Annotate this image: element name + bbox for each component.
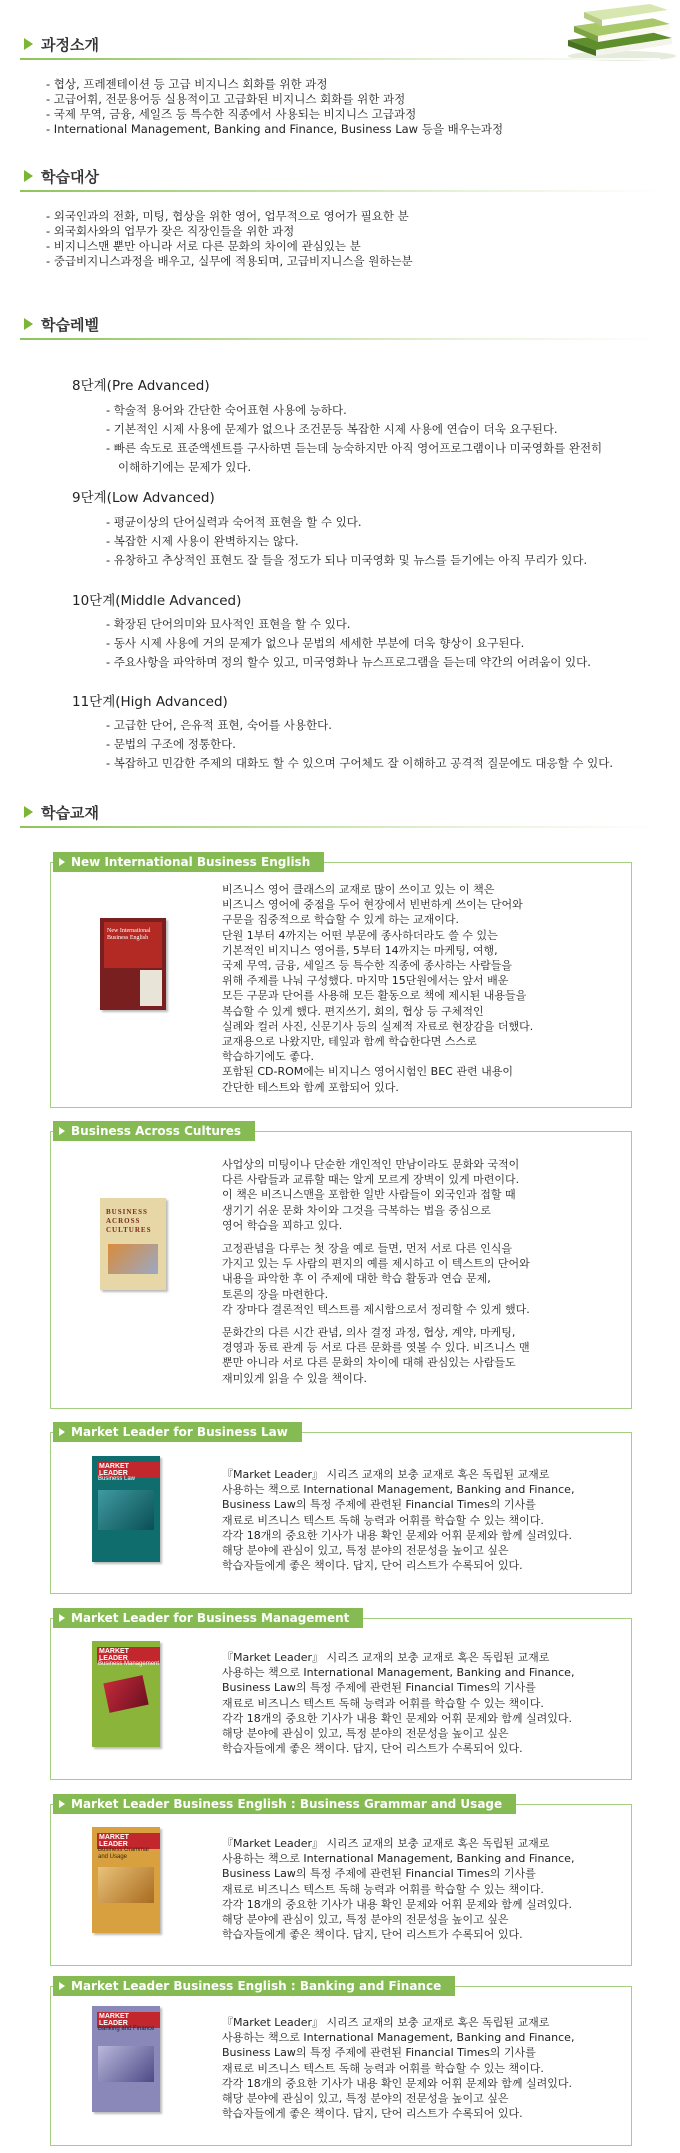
level-item: 이해하기에는 문제가 있다. xyxy=(118,460,252,474)
book-description: 사업상의 미팅이나 단순한 개인적인 만남이라도 문화와 국적이 다른 사람들과 교류할 때는 알게 모르게 장벽이 있게 마련이다. 이 책은 비즈니스맨을 포함한 일반 사람들이 외국인과 접할 때 생기기 쉬운 문화 차이와 그것을 극복하는 법을 중심으로 영어 학습을 꾀하고 있다. 고정관념을 다루는 첫 장을 예로 들면, 먼저 서로 다른 인식을 가지고 있는 두 사람의 편지의 예를 제시하고 이 텍스트의 단어와 내용을 파악한 후 이 주제에 대한 학습 활동과 연습 문제, 토론의 장을 마련한다. 각 장마다 결론적인 텍스트를 제시함으로서 정리할 수 있게 했다. 문화간의 다른 시간 관념, 의사 결정 과정, 협상, 계약, 마케팅, 경영과 동료 관계 등 서로 다른 문화를 엿볼 수 있다. 비즈니스 맨 뿐만 아니라 서로 다른 문화의 차이에 대해 관심있는 사람들도 재미있게 읽을 수 있을 책이다. xyxy=(222,1158,530,1385)
section-title-overview: 과정소개 xyxy=(24,32,99,56)
level-item: - 동사 시제 사용에 거의 문제가 없으나 문법의 세세한 부분에 더욱 향상이 요구된다. xyxy=(106,636,525,650)
section-divider xyxy=(20,190,660,192)
level-item: - 고급한 단어, 은유적 표현, 숙어를 사용한다. xyxy=(106,718,332,732)
book-description: 『Market Leader』 시리즈 교재의 보충 교재로 혹은 독립된 교재로 사용하는 책으로 International Management, Banking and Finance, Business Law의 특정 주제에 관련된 Financial Times의 기사를 재료로 비즈니스 텍스트 독해 능력과 어휘를 학습할 수 있는 책이다. 각각 18개의 중요한 기사가 내용 확인 문제와 어휘 문제와 함께 실려있다. 해당 분야에 관심이 있고, 특정 분야의 전문성을 높이고 싶은 학습자들에게 좋은 책이다. 답지, 단어 리스트가 수록되어 있다. xyxy=(222,1468,575,1573)
book-cover-image: BUSINESS ACROSS CULTURES xyxy=(100,1198,166,1290)
list-item: - 협상, 프레젠테이션 등 고급 비지니스 회화를 위한 과정 xyxy=(46,77,328,91)
level-item: - 기본적인 시제 사용에 문제가 없으나 조건문등 복잡한 시제 사용에 연습이 더욱 요구된다. xyxy=(106,422,558,436)
section-title-levels: 학습레벨 xyxy=(24,312,99,336)
arrow-icon xyxy=(24,38,33,50)
level-title: 9단계(Low Advanced) xyxy=(72,490,215,506)
level-item: - 문법의 구조에 정통한다. xyxy=(106,737,236,751)
list-item: - International Management, Banking and Finance, Business Law 등을 배우는과정 xyxy=(46,122,504,136)
books-decoration xyxy=(560,0,678,62)
section-divider xyxy=(20,338,660,340)
level-item: - 학술적 용어와 간단한 숙어표현 사용에 능하다. xyxy=(106,403,347,417)
book-title: Market Leader for Business Management xyxy=(53,1608,363,1628)
book-description: 『Market Leader』 시리즈 교재의 보충 교재로 혹은 독립된 교재로 사용하는 책으로 International Management, Banking and Finance, Business Law의 특정 주제에 관련된 Financial Times의 기사를 재료로 비즈니스 텍스트 독해 능력과 어휘를 학습할 수 있는 책이다. 각각 18개의 중요한 기사가 내용 확인 문제와 어휘 문제와 함께 실려있다. 해당 분야에 관심이 있고, 특정 분야의 전문성을 높이고 싶은 학습자들에게 좋은 책이다. 답지, 단어 리스트가 수록되어 있다. xyxy=(222,1837,575,1942)
list-item: - 중급비지니스과정을 배우고, 실무에 적용되며, 고급비지니스을 원하는분 xyxy=(46,254,413,268)
section-divider xyxy=(20,826,660,828)
level-item: - 복잡한 시제 사용이 완벽하지는 않다. xyxy=(106,534,299,548)
book-description: 『Market Leader』 시리즈 교재의 보충 교재로 혹은 독립된 교재로 사용하는 책으로 International Management, Banking and Finance, Business Law의 특정 주제에 관련된 Financial Times의 기사를 재료로 비즈니스 텍스트 독해 능력과 어휘를 학습할 수 있는 책이다. 각각 18개의 중요한 기사가 내용 확인 문제와 어휘 문제와 함께 실려있다. 해당 분야에 관심이 있고, 특정 분야의 전문성을 높이고 싶은 학습자들에게 좋은 책이다. 답지, 단어 리스트가 수록되어 있다. xyxy=(222,2016,575,2121)
arrow-icon xyxy=(59,1127,65,1135)
arrow-icon xyxy=(24,170,33,182)
book-description: 『Market Leader』 시리즈 교재의 보충 교재로 혹은 독립된 교재로 사용하는 책으로 International Management, Banking and Finance, Business Law의 특정 주제에 관련된 Financial Times의 기사를 재료로 비즈니스 텍스트 독해 능력과 어휘를 학습할 수 있는 책이다. 각각 18개의 중요한 기사가 내용 확인 문제와 어휘 문제와 함께 실려있다. 해당 분야에 관심이 있고, 특정 분야의 전문성을 높이고 싶은 학습자들에게 좋은 책이다. 답지, 단어 리스트가 수록되어 있다. xyxy=(222,1651,575,1756)
level-item: - 평균이상의 단어실력과 숙어적 표현을 할 수 있다. xyxy=(106,515,362,529)
book-description: 비즈니스 영어 클래스의 교재로 많이 쓰이고 있는 이 책은 비즈니스 영어에 중점을 두어 현장에서 빈번하게 쓰이는 단어와 구문을 집중적으로 학습할 수 있게 하는 교재이다. 단원 1부터 4까지는 어떤 부문에 종사하더라도 쓸 수 있는 기본적인 비지니스 영어를, 5부터 14까지는 마케팅, 여행, 국제 무역, 금융, 세일즈 등 특수한 직종에 종사하는 사람들을 위해 주제를 나눠 구성했다. 마지막 15단원에서는 앞서 배운 모든 구문과 단어를 사용해 모든 활동으로 책에 제시된 내용들을 복습할 수 있게 했다. 편지쓰기, 회의, 협상 등 구체적인 실례와 컬러 사진, 신문기사 등의 실제적 자료로 현장감을 더했다. 교재용으로 나왔지만, 테잎과 함께 학습한다면 스스로 학습하기에도 좋다. 포함된 CD-ROM에는 비지니스 영어시험인 BEC 관련 내용이 간단한 테스트와 함께 포함되어 있다. xyxy=(222,883,534,1094)
arrow-icon xyxy=(59,858,65,866)
list-item: - 비지니스맨 뿐만 아니라 서로 다른 문화의 차이에 관심있는 분 xyxy=(46,239,361,253)
arrow-icon xyxy=(24,806,33,818)
list-item: - 외국회사와의 업무가 잦은 직장인들을 위한 과정 xyxy=(46,224,295,238)
section-title-target: 학습대상 xyxy=(24,164,99,188)
arrow-icon xyxy=(59,1428,65,1436)
book-cover-image: MARKET LEADER Business Law xyxy=(92,1456,160,1562)
book-cover-image: New International Business English xyxy=(100,918,166,1010)
book-cover-image: MARKET LEADER Business Grammar and Usage xyxy=(92,1827,160,1933)
section-divider xyxy=(20,58,660,60)
arrow-icon xyxy=(59,1614,65,1622)
list-item: - 고급어휘, 전문용어등 실용적이고 고급화된 비지니스 회화를 위한 과정 xyxy=(46,92,406,106)
level-title: 11단계(High Advanced) xyxy=(72,694,228,710)
level-item: - 유창하고 추상적인 표현도 잘 들을 정도가 되나 미국영화 및 뉴스를 듣기에는 아직 무리가 있다. xyxy=(106,553,588,567)
book-title: New International Business English xyxy=(53,852,324,872)
book-cover-image: MARKET LEADER Business Management xyxy=(92,1641,160,1747)
arrow-icon xyxy=(24,318,33,330)
level-item: - 주요사항을 파악하며 정의 할수 있고, 미국영화나 뉴스프로그램을 듣는데 약간의 어려움이 있다. xyxy=(106,655,591,669)
book-title: Market Leader for Business Law xyxy=(53,1422,302,1442)
book-title: Business Across Cultures xyxy=(53,1121,255,1141)
list-item: - 외국인과의 전화, 미팅, 협상을 위한 영어, 업무적으로 영어가 필요한 분 xyxy=(46,209,409,223)
level-item: - 복잡하고 민감한 주제의 대화도 할 수 있으며 구어체도 잘 이해하고 공격적 질문에도 대응할 수 있다. xyxy=(106,756,613,770)
level-item: - 빠른 속도로 표준액센트를 구사하면 듣는데 능숙하지만 아직 영어프로그램이나 미국영화를 완전히 xyxy=(106,441,603,455)
level-title: 10단계(Middle Advanced) xyxy=(72,593,242,609)
arrow-icon xyxy=(59,1982,65,1990)
section-title-materials: 학습교재 xyxy=(24,800,99,824)
level-title: 8단계(Pre Advanced) xyxy=(72,378,210,394)
book-title: Market Leader Business English : Banking and Finance xyxy=(53,1976,455,1996)
book-cover-image: MARKET LEADER Banking and Finance xyxy=(92,2006,160,2112)
level-item: - 확장된 단어의미와 묘사적인 표현을 할 수 있다. xyxy=(106,617,351,631)
arrow-icon xyxy=(59,1800,65,1808)
book-title: Market Leader Business English : Business Grammar and Usage xyxy=(53,1794,516,1814)
list-item: - 국제 무역, 금융, 세일즈 등 특수한 직종에서 사용되는 비지니스 고급과정 xyxy=(46,107,417,121)
